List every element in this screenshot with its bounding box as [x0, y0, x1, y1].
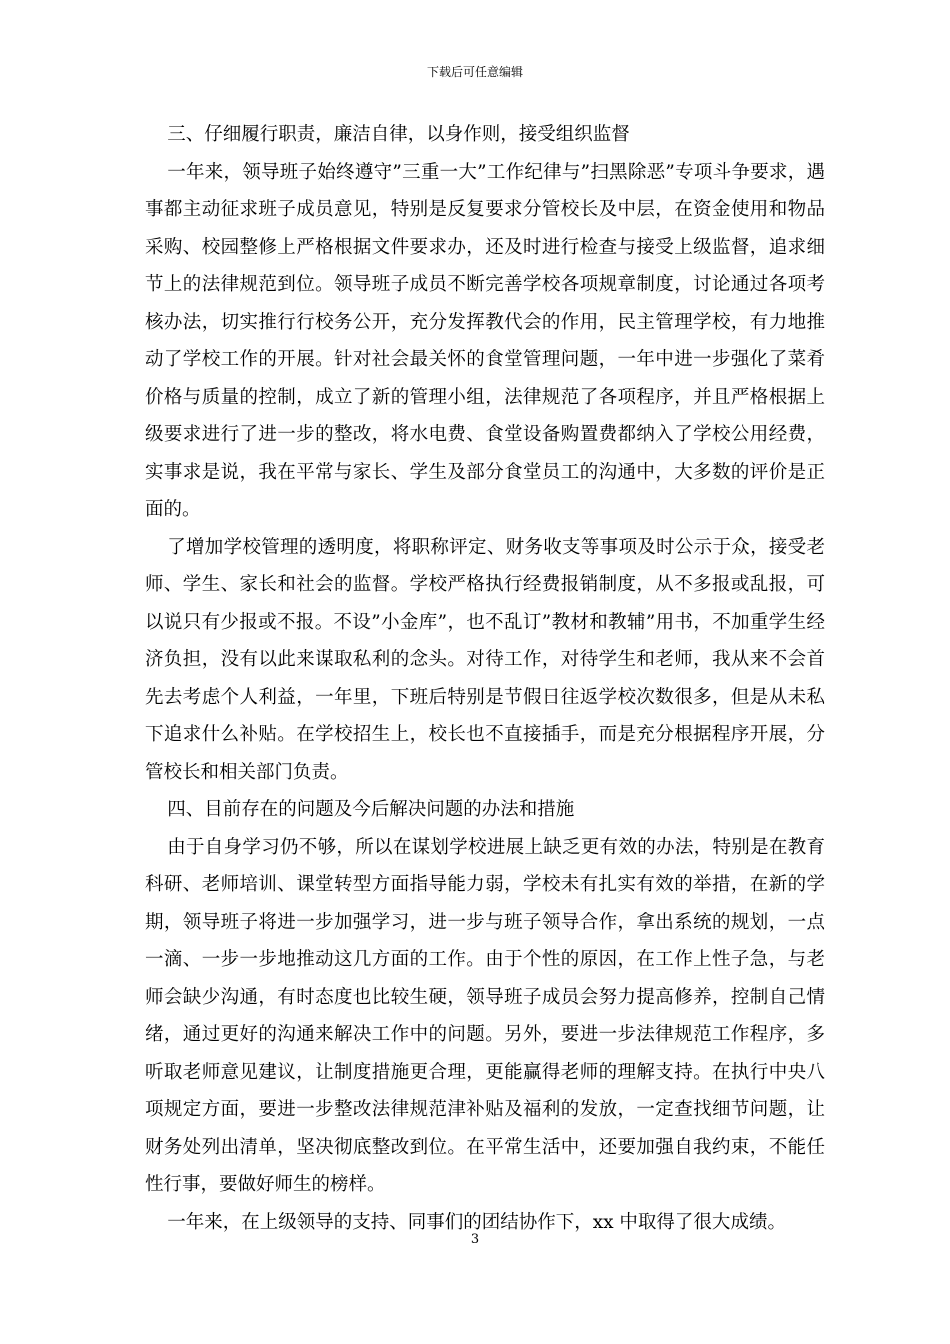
page-number: 3 [470, 1232, 480, 1247]
section-heading-4: 四、目前存在的问题及今后解决问题的办法和措施 [167, 799, 575, 820]
body-paragraph: 一年来，在上级领导的支持、同事们的团结协作下，xx 中取得了很大成绩。 [167, 1211, 786, 1233]
body-paragraph: 由于自身学习仍不够，所以在谋划学校进展上缺乏更有效的办法，特别是在教育科研、老师培训、课堂转型方面指导能力弱，学校未有扎实有效的举措，在新的学期，领导班子将进一步加强学习，进一步与班子领导合作，拿出系统的规划，一点一滴、一步一步地推动这几方面的工作。由于个性的原因，在工作上性子急，与老师会缺少沟通，有时态度也比较生硬，领导班子成员会努力提高修养，控制自己情绪，通过更好的沟通来解决工作中的问题。另外，要进一步法律规范工作程序，多听取老师意见建议，让制度措施更合理，更能赢得老师的理解支持。在执行中央八项规定方面，要进一步整改法律规范津补贴及福利的发放，一定查找细节问题，让财务处列出清单，坚决彻底整改到位。在平常生活中，还要加强自我约束，不能任性行事，要做好师生的榜样。 [145, 836, 825, 1195]
body-paragraph: 一年来，领导班子始终遵守”三重一大”工作纪律与”扫黑除恶”专项斗争要求，遇事都主动征求班子成员意见，特别是反复要求分管校长及中层，在资金使用和物品采购、校园整修上严格根据文件要求办，还及时进行检查与接受上级监督，追求细节上的法律规范到位。领导班子成员不断完善学校各项规章制度，讨论通过各项考核办法，切实推行行校务公开，充分发挥教代会的作用，民主管理学校，有力地推动了学校工作的开展。针对社会最关怀的食堂管理问题，一年中进一步强化了菜肴价格与质量的控制，成立了新的管理小组，法律规范了各项程序，并且严格根据上级要求进行了进一步的整改，将水电费、食堂设备购置费都纳入了学校公用经费，实事求是说，我在平常与家长、学生及部分食堂员工的沟通中，大多数的评价是正面的。 [145, 161, 825, 520]
page-header: 下载后可任意编辑 [426, 65, 523, 79]
document-body [145, 116, 825, 1241]
body-paragraph: 了增加学校管理的透明度，将职称评定、财务收支等事项及时公示于众，接受老师、学生、家长和社会的监督。学校严格执行经费报销制度，从不多报或乱报，可以说只有少报或不报。不设”小金库”，也不乱订”教材和教辅”用书，不加重学生经济负担，没有以此来谋取私利的念头。对待工作，对待学生和老师，我从来不会首先去考虑个人利益，一年里，下班后特别是节假日往返学校次数很多，但是从未私下追求什么补贴。在学校招生上，校长也不直接插手，而是充分根据程序开展，分管校长和相关部门负责。 [145, 536, 825, 783]
section-heading-3: 三、仔细履行职责，廉洁自律，以身作则，接受组织监督 [167, 124, 630, 145]
